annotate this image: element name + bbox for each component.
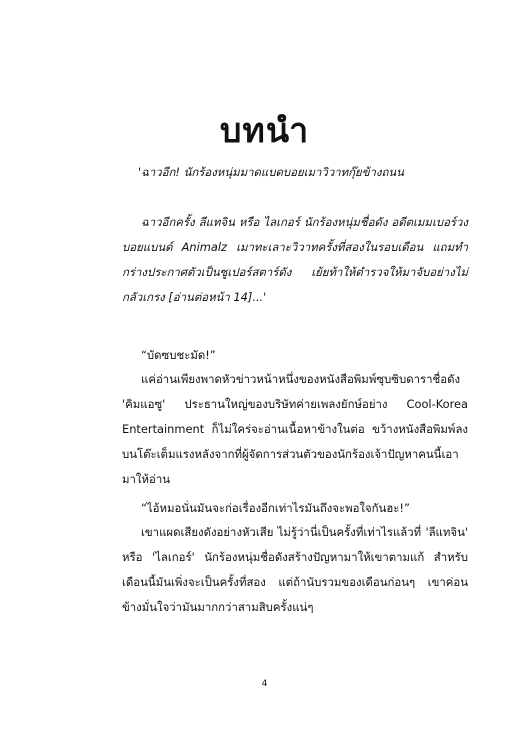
news-headline: 'ฉาวอีก! นักร้องหนุ่มมาดแบดบอยเมาวิวาทกุ๊ยข้างถนน [138,165,404,179]
dialogue-line: “บัดซบชะมัด!” [141,348,216,362]
dialogue-line: “ไอ้หมอนั่นมันจะก่อเรื่องอีกเท่าไรมันถึงจะพอใจกันฮะ!” [141,501,410,515]
chapter-title: บทนำ [219,110,310,151]
page-number: 4 [261,679,268,689]
body-paragraph: เขาแผดเสียงดังอย่างหัวเสีย ไม่รู้ว่านี่เป็นครั้งที่เท่าไรแล้วที่ 'ลีแทจิน' หรือ 'ไลเกอร์' นักร้องหนุ่มชื่อดังสร้างปัญหามาให้เขาตามแก้ สำหรับเดือนนี้มันเพิ่งจะเป็นครั้งที่สอง แต่ถ้านับรวมของเดือนก่อนๆ เขาค่อนข้างมั่นใจว่ามันมากกว่าสามสิบครั้งแน่ๆ [122,525,468,614]
news-intro-paragraph: ฉาวอีกครั้ง ลีแทจิน หรือ ไลเกอร์ นักร้องหนุ่มชื่อดัง อดีตเมมเบอร์วงบอยแบนด์ Animalz เมาทะเลาะวิวาทครั้งที่สองในรอบเดือน แถมทำกร่างประกาศตัวเป็นซูเปอร์สตาร์ดัง เย้ยท้าให้ตำรวจให้มาจับอย่างไม่กลัวเกรง [อ่านต่อหน้า 14]...' [122,215,468,304]
body-paragraph: แค่อ่านเพียงพาดหัวข่าวหน้าหนึ่งของหนังสือพิมพ์ซุบซิบดาราชื่อดัง 'คิมแอซู' ประธานใหญ่ของบริษัทค่ายเพลงยักษ์อย่าง Cool-Korea Entertainment ก็ไม่ใคร่จะอ่านเนื้อหาข้างในต่อ ขว้างหนังสือพิมพ์ลงบนโต๊ะเต็มแรงหลังจากที่ผู้จัดการส่วนตัวของนักร้องเจ้าปัญหาคนนี้เอามาให้อ่าน [122,372,468,486]
